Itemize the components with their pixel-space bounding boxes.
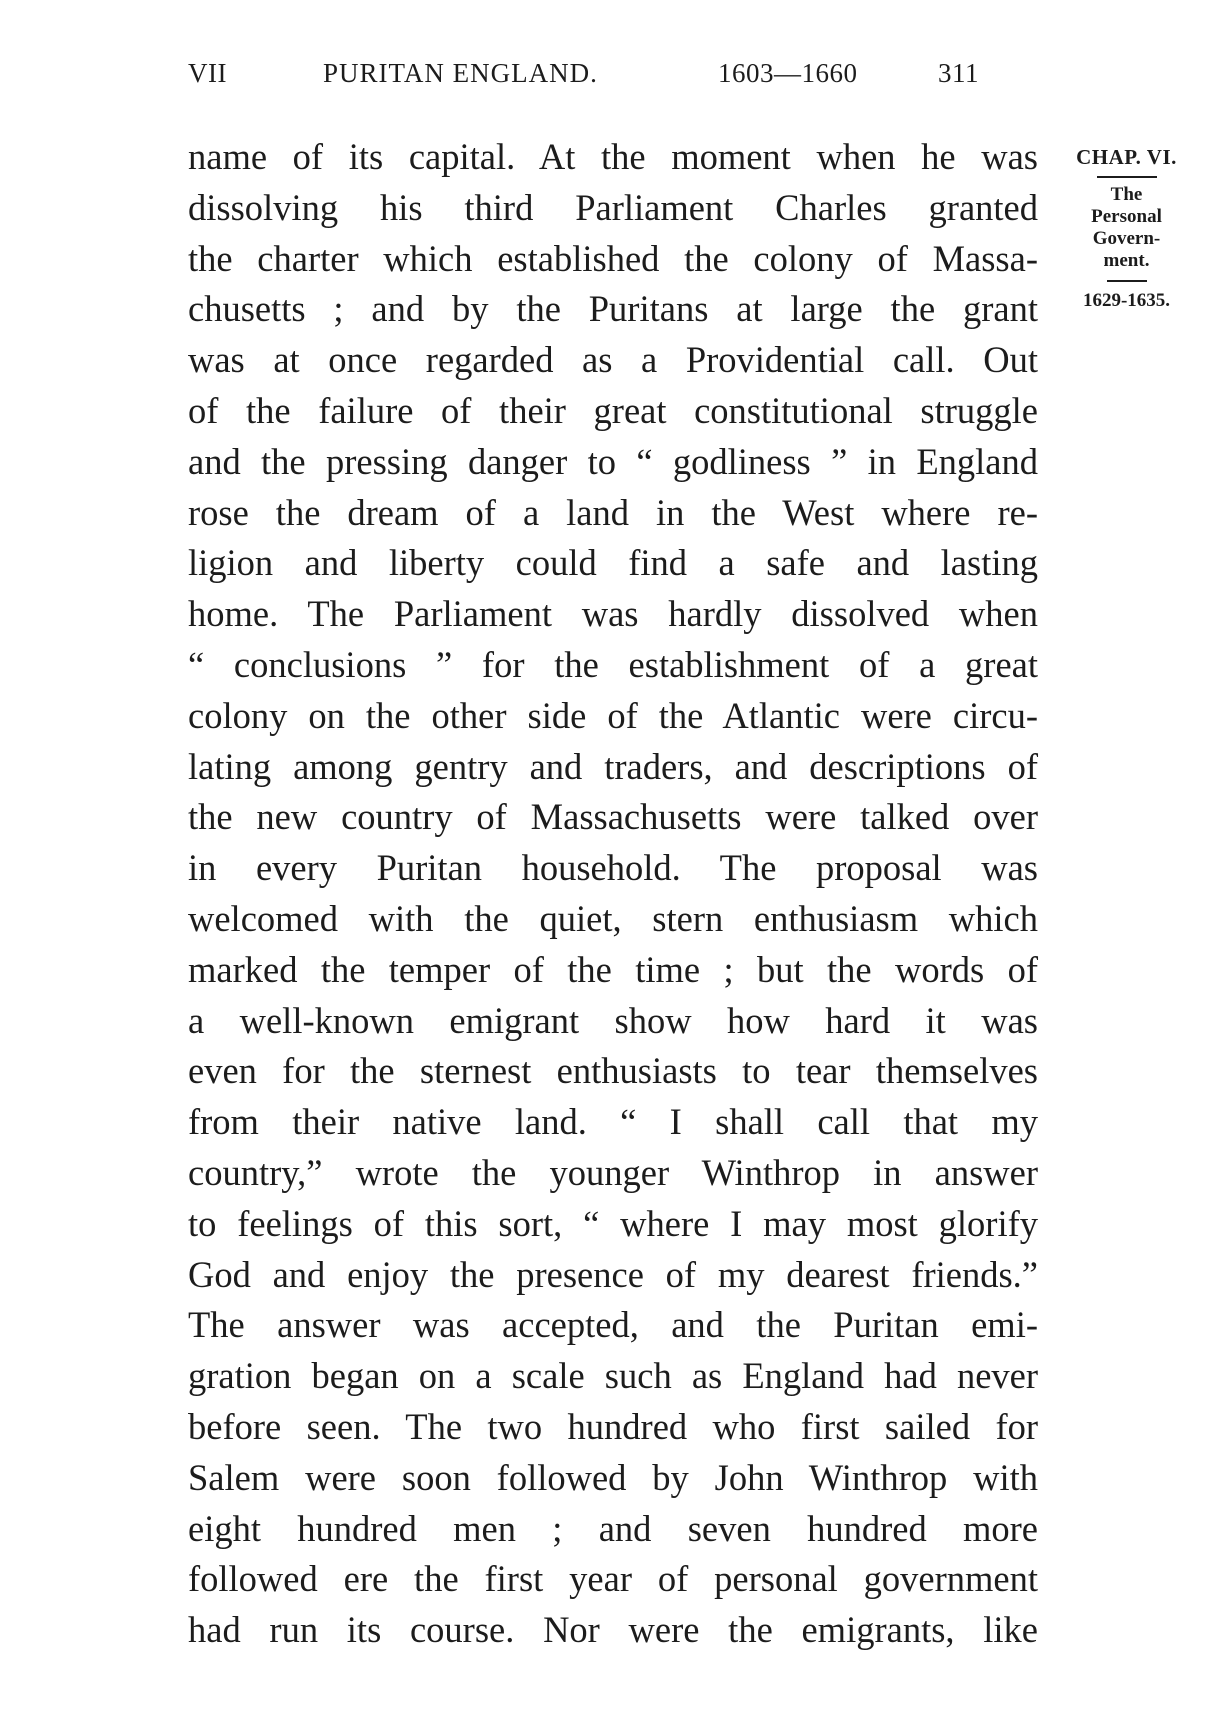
text-line: even for the sternest enthusiasts to tear themselves — [188, 1050, 1038, 1092]
sidenote-section-line: The — [1110, 184, 1143, 205]
text-line: name of its capital. At the moment when he was — [188, 136, 1038, 177]
text-line: rose the dream of a land in the West where re- — [188, 491, 1038, 533]
text-line: chusetts ; and by the Puritans at large the grant — [188, 288, 1038, 330]
text-line: and the pressing danger to “ godliness ” in England — [188, 440, 1038, 482]
text-line: lating among gentry and traders, and descriptions of — [188, 745, 1038, 787]
text-line: welcomed with the quiet, stern enthusiasm which — [188, 897, 1038, 939]
sidenote-section-line: Govern- — [1092, 228, 1161, 249]
sidenote-years: 1629-1635. — [1082, 290, 1171, 311]
header-chapter-number: VII — [188, 58, 227, 88]
text-line: “ conclusions ” for the establishment of a great — [188, 643, 1038, 685]
text-line: a well-known emigrant show how hard it was — [188, 999, 1038, 1041]
sidenote-section-line: Personal — [1091, 206, 1162, 227]
text-line: eight hundred men ; and seven hundred more — [188, 1507, 1038, 1549]
sidenote-divider — [1097, 176, 1157, 178]
text-line: of the failure of their great constitutional struggle — [188, 389, 1038, 431]
text-line: the new country of Massachusetts were talked over — [188, 796, 1038, 838]
text-line: The answer was accepted, and the Puritan emi- — [188, 1304, 1038, 1346]
text-line: country,” wrote the younger Winthrop in answer — [188, 1151, 1038, 1193]
text-line: Salem were soon followed by John Winthrop with — [188, 1456, 1038, 1498]
text-line: in every Puritan household. The proposal was — [188, 847, 1038, 889]
header-years: 1603—1660 — [718, 58, 858, 88]
text-line: ligion and liberty could find a safe and lasting — [188, 542, 1038, 584]
text-line: before seen. The two hundred who first sailed for — [188, 1405, 1038, 1447]
running-header — [188, 58, 1038, 98]
text-line: followed ere the first year of personal government — [188, 1558, 1038, 1600]
margin-sidenote — [1064, 146, 1189, 312]
text-line: to feelings of this sort, “ where I may most glorify — [188, 1202, 1038, 1244]
text-line: gration began on a scale such as England had never — [188, 1355, 1038, 1397]
sidenote-section-line: ment. — [1103, 250, 1150, 271]
text-line: the charter which established the colony of Massa- — [188, 237, 1038, 279]
page-number: 311 — [938, 58, 979, 88]
header-book-title: PURITAN ENGLAND. — [323, 58, 598, 88]
text-line: home. The Parliament was hardly dissolved when — [188, 593, 1038, 635]
text-line: dissolving his third Parliament Charles granted — [188, 186, 1038, 228]
sidenote-divider — [1107, 280, 1147, 282]
text-line: marked the temper of the time ; but the words of — [188, 948, 1038, 990]
text-line: colony on the other side of the Atlantic were circu- — [188, 694, 1038, 736]
body-text — [188, 132, 1038, 1656]
text-line: was at once regarded as a Providential call. Out — [188, 339, 1038, 381]
text-line: had run its course. Nor were the emigrants, like — [188, 1609, 1038, 1651]
text-line: from their native land. “ I shall call that my — [188, 1101, 1038, 1143]
text-line: God and enjoy the presence of my dearest friends.” — [188, 1253, 1038, 1295]
sidenote-chapter: CHAP. VI. — [1076, 145, 1177, 169]
